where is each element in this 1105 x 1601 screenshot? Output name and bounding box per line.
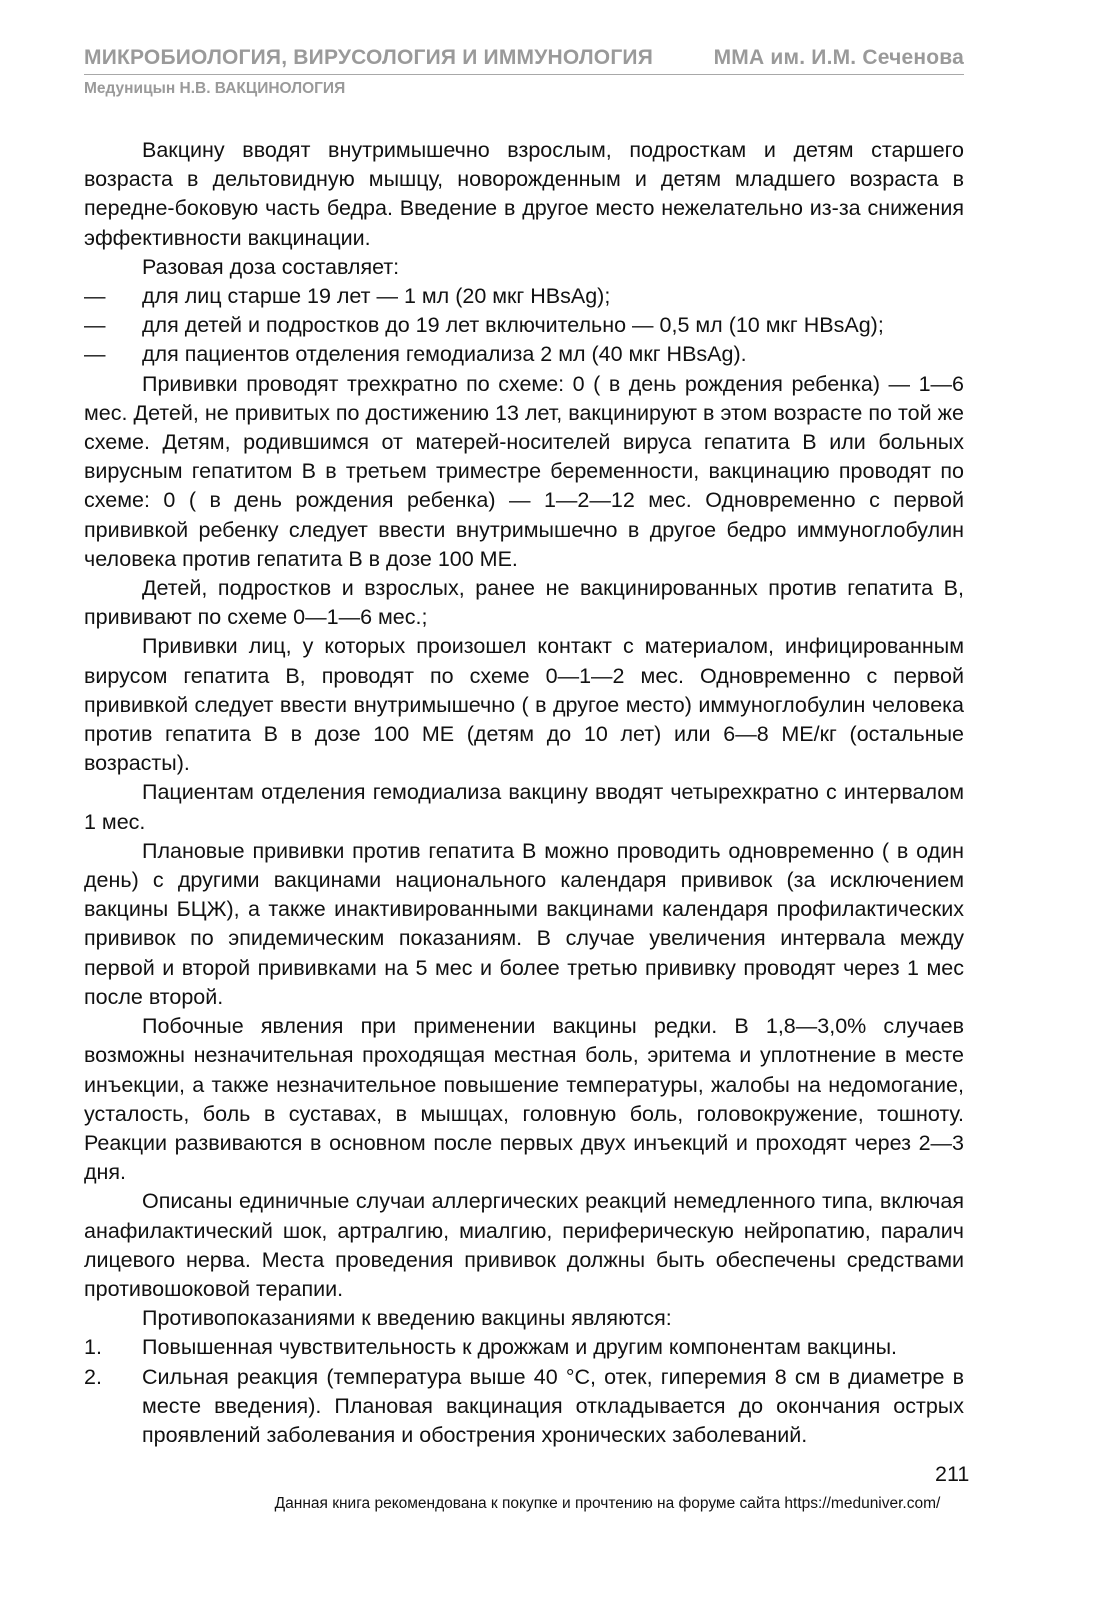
contraindication-item [84, 1363, 964, 1451]
header-rule [84, 74, 964, 75]
paragraph-hemodialysis: Пациентам отделения гемодиализа вакцину вводят четырехкратно с интервалом 1 мес. [84, 780, 964, 834]
page-body [84, 136, 964, 1450]
paragraph-unvaccinated: Детей, подростков и взрослых, ранее не вакцинированных против гепатита В, прививают по схеме 0—1—6 мес.; [84, 576, 964, 630]
item-number: 2. [84, 1364, 102, 1389]
header-institution: ММА им. И.М. Сеченова [713, 46, 964, 69]
dash-marker: — [84, 313, 106, 338]
contraindication-item-text: Повышенная чувствительность к дрожжам и другим компонентам вакцины. [142, 1335, 898, 1360]
running-header [84, 45, 964, 99]
footer-note: Данная книга рекомендована к покупке и прочтению на форуме сайта https://meduniver.com/ [274, 1495, 941, 1512]
paragraph-single-dose: Разовая доза составляет: [142, 254, 400, 279]
contraindication-item [84, 1333, 964, 1362]
page-number: 211 [935, 1462, 970, 1486]
header-row [84, 45, 964, 71]
dose-list-item [84, 311, 964, 340]
header-book-title: МИКРОБИОЛОГИЯ, ВИРУСОЛОГИЯ И ИММУНОЛОГИЯ [84, 46, 654, 69]
paragraph-contact: Прививки лиц, у которых произошел контакт с материалом, инфицированным вирусом гепатита В, проводят по схеме 0—1—2 мес. Одновременно с первой прививкой следует ввести внутримышечно ( в другое место) иммуноглобулин человека против гепатита В в дозе 100 МЕ (детям до 10 лет) или 6—8 МЕ/кг (остальные возрасты). [84, 634, 964, 776]
dose-list-item [84, 282, 964, 311]
dose-list-item-text: для детей и подростков до 19 лет включительно — 0,5 мл (10 мкг HBsAg); [142, 313, 884, 338]
paragraph-schedule: Прививки проводят трехкратно по схеме: 0 ( в день рождения ребенка) — 1—6 мес. Детей, не привитых по достижению 13 лет, вакцинируют в этом возрасте по той же схеме. Детям, родившимся от матерей-носителей вируса гепатита В или больных вирусным гепатитом В в третьем триместре беременности, вакцинацию проводят по схеме: 0 ( в день рождения ребенка) — 1—2—12 мес. Одновременно с первой прививкой ребенку следует ввести внутримышечно в другое бедро иммуноглобулин человека против гепатита В в дозе 100 МЕ. [84, 371, 964, 571]
paragraph-allergic: Описаны единичные случаи аллергических реакций немедленного типа, включая анафилактический шок, артралгию, миалгию, периферическую нейропатию, паралич лицевого нерва. Места проведения прививок должны быть обеспечены средствами противошоковой терапии. [84, 1189, 964, 1301]
dash-marker: — [84, 342, 106, 367]
dose-list-item-text: для пациентов отделения гемодиализа 2 мл (40 мкг HBsAg). [142, 342, 747, 367]
header-author-title: Медуницын Н.В. ВАКЦИНОЛОГИЯ [84, 80, 346, 97]
paragraph-contraindications: Противопоказаниями к введению вакцины являются: [142, 1306, 672, 1331]
dose-list-item [84, 340, 964, 369]
paragraph-administration: Вакцину вводят внутримышечно взрослым, подросткам и детям старшего возраста в дельтовидную мышцу, новорожденным и детям младшего возраста в передне-боковую часть бедра. Введение в другое место нежелательно из-за снижения эффективности вакцинации. [84, 138, 964, 250]
item-number: 1. [84, 1335, 102, 1360]
dash-marker: — [84, 284, 106, 309]
dose-list-item-text: для лиц старше 19 лет — 1 мл (20 мкг HBsAg); [142, 284, 611, 309]
paragraph-side-effects: Побочные явления при применении вакцины редки. В 1,8—3,0% случаев возможны незначительная проходящая местная боль, эритема и уплотнение в месте инъекции, а также незначительное повышение температуры, жалобы на недомогание, усталость, боль в суставах, в мышцах, головную боль, головокружение, тошноту. Реакции развиваются в основном после первых двух инъекций и проходят через 2—3 дня. [84, 1014, 964, 1185]
paragraph-planned: Плановые прививки против гепатита В можно проводить одновременно ( в один день) с другими вакцинами национального календаря прививок (за исключением вакцины БЦЖ), а также инактивированными вакцинами календаря профилактических прививок по эпидемическим показаниям. В случае увеличения интервала между первой и второй прививками на 5 мес и более третью прививку проводят через 1 мес после второй. [84, 838, 964, 1009]
contraindication-item-text: Сильная реакция (температура выше 40 °С, отек, гиперемия 8 см в диаметре в месте введения). Плановая вакцинация откладывается до окончания острых проявлений заболевания и обострения хронических заболеваний. [142, 1364, 964, 1447]
